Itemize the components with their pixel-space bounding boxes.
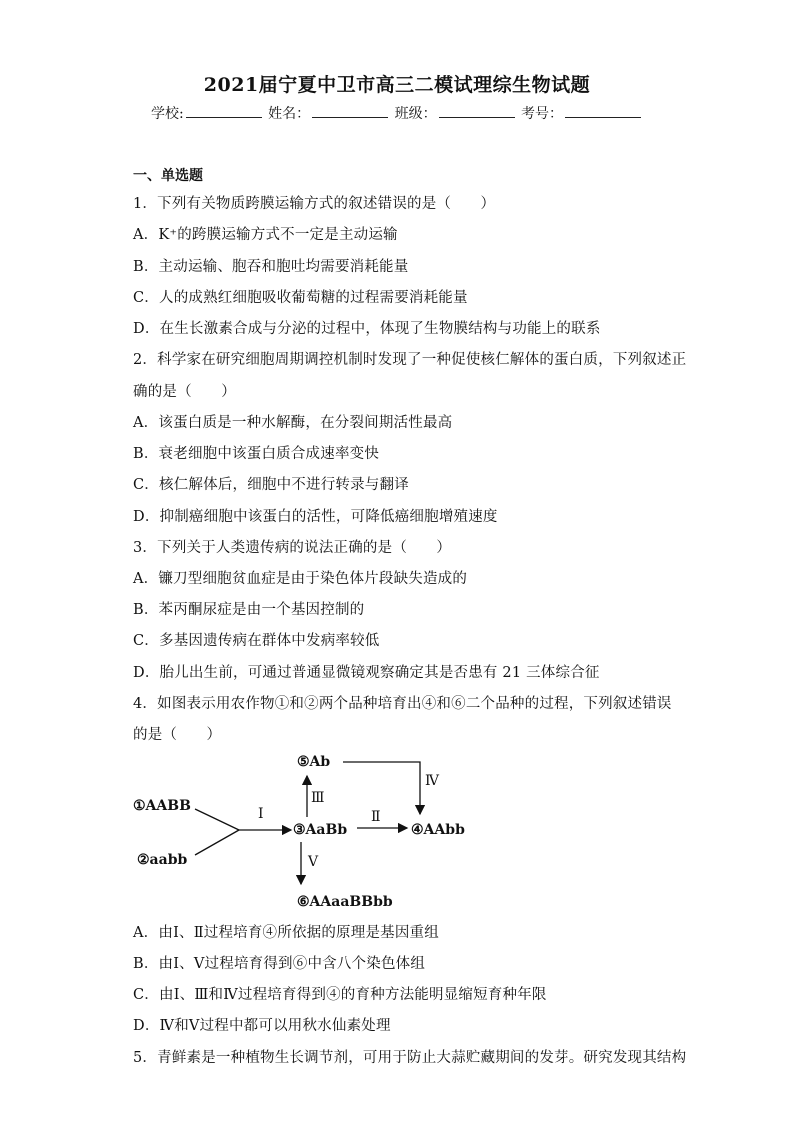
- question-1-option-d[interactable]: D．在生长激素合成与分泌的过程中，体现了生物膜结构与功能上的联系: [133, 321, 601, 337]
- label-step-IV: Ⅳ: [425, 773, 439, 789]
- question-4-option-d[interactable]: D．Ⅳ和Ⅴ过程中都可以用秋水仙素处理: [133, 1018, 391, 1034]
- question-1-option-b[interactable]: B．主动运输、胞吞和胞吐均需要消耗能量: [133, 259, 409, 275]
- question-2-option-a[interactable]: A．该蛋白质是一种水解酶，在分裂间期活性最高: [133, 415, 453, 431]
- node-3: ③AaBb: [293, 822, 348, 838]
- question-4-option-c[interactable]: C．由Ⅰ、Ⅲ和Ⅳ过程培育得到④的育种方法能明显缩短育种年限: [133, 987, 547, 1003]
- question-3-option-d[interactable]: D．胎儿出生前，可通过普通显微镜观察确定其是否患有 21 三体综合征: [133, 665, 600, 681]
- page-title: 2021届宁夏中卫市高三二模试理综生物试题: [203, 74, 591, 96]
- name-label: 姓名：: [268, 106, 311, 122]
- label-step-I: Ⅰ: [258, 806, 264, 822]
- name-blank[interactable]: [312, 105, 388, 118]
- question-2-option-d[interactable]: D．抑制癌细胞中该蛋白的活性，可降低癌细胞增殖速度: [133, 509, 498, 525]
- label-step-II: Ⅱ: [371, 809, 381, 825]
- question-2-option-c[interactable]: C．核仁解体后，细胞中不进行转录与翻译: [133, 477, 409, 493]
- school-blank[interactable]: [186, 105, 262, 118]
- question-2-option-b[interactable]: B．衰老细胞中该蛋白质合成速率变快: [133, 446, 380, 462]
- node-6: ⑥AAaaBBbb: [297, 894, 393, 910]
- question-4-option-a[interactable]: A．由Ⅰ、Ⅱ过程培育④所依据的原理是基因重组: [133, 925, 439, 941]
- question-4-option-b[interactable]: B．由Ⅰ、Ⅴ过程培育得到⑥中含八个染色体组: [133, 956, 426, 972]
- line-from-node-1: [195, 809, 239, 830]
- node-2: ②aabb: [137, 852, 188, 868]
- node-4: ④AAbb: [411, 822, 465, 838]
- question-3-option-a[interactable]: A．镰刀型细胞贫血症是由于染色体片段缺失造成的: [133, 571, 468, 587]
- question-1-option-a[interactable]: A．K⁺的跨膜运输方式不一定是主动运输: [133, 227, 398, 243]
- question-4-stem-line-2: 的是（ ）: [133, 727, 222, 743]
- exam-no-blank[interactable]: [565, 105, 641, 118]
- question-2-stem-line-2: 确的是（ ）: [133, 384, 236, 400]
- school-label: 学校:: [150, 106, 184, 122]
- question-1-option-c[interactable]: C．人的成熟红细胞吸收葡萄糖的过程需要消耗能量: [133, 290, 468, 306]
- student-info-line: [0, 103, 794, 123]
- question-3-option-b[interactable]: B．苯丙酮尿症是由一个基因控制的: [133, 602, 365, 618]
- line-from-node-2: [195, 830, 239, 855]
- node-1: ①AABB: [133, 798, 191, 814]
- class-blank[interactable]: [439, 105, 515, 118]
- label-step-III: Ⅲ: [311, 790, 325, 806]
- question-1-stem: 1．下列有关物质跨膜运输方式的叙述错误的是（ ）: [133, 196, 496, 212]
- node-5: ⑤Ab: [297, 754, 331, 770]
- breeding-process-diagram: [125, 742, 485, 914]
- question-4-stem-line-1: 4．如图表示用农作物①和②两个品种培育出④和⑥二个品种的过程，下列叙述错误: [133, 696, 672, 712]
- label-step-V: Ⅴ: [308, 854, 319, 870]
- class-label: 班级：: [394, 106, 437, 122]
- question-2-stem-line-1: 2．科学家在研究细胞周期调控机制时发现了一种促使核仁解体的蛋白质，下列叙述正: [133, 352, 687, 368]
- arrow-step-IV: [343, 762, 420, 814]
- exam-no-label: 考号：: [521, 106, 564, 122]
- question-5-stem: 5．青鲜素是一种植物生长调节剂，可用于防止大蒜贮藏期间的发芽。研究发现其结构: [133, 1050, 687, 1066]
- question-3-stem: 3．下列关于人类遗传病的说法正确的是（ ）: [133, 540, 452, 556]
- question-3-option-c[interactable]: C．多基因遗传病在群体中发病率较低: [133, 633, 380, 649]
- section-title: 一、单选题: [133, 168, 203, 184]
